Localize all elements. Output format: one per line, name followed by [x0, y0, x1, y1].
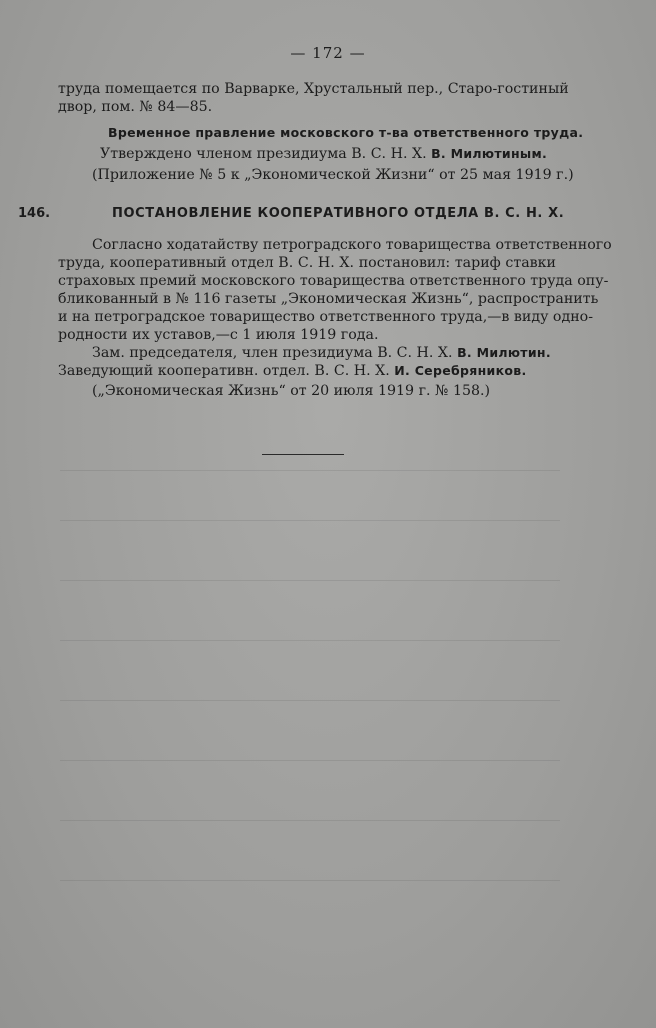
body-line-1: Согласно ходатайству петроградского товарищества ответственного: [92, 237, 612, 253]
top-paragraph-line-1: труда помещается по Варварке, Хрустальный пер., Старо-гостиный: [58, 81, 569, 97]
body-line-4: бликованный в № 116 газеты „Экономическая Жизнь“, распространить: [58, 291, 599, 307]
bleed-through-texture: [60, 700, 560, 701]
bleed-through-texture: [60, 640, 560, 641]
signature-head-of-department: [58, 362, 527, 380]
source-citation-1: (Приложение № 5 к „Экономической Жизни“ от 25 мая 1919 г.): [92, 167, 574, 183]
signature-head-name: И. Серебряников.: [394, 363, 527, 378]
bleed-through-texture: [60, 820, 560, 821]
section-title: ПОСТАНОВЛЕНИЕ КООПЕРАТИВНОГО ОТДЕЛА В. С. Н. Х.: [112, 206, 565, 221]
source-citation-2: („Экономическая Жизнь“ от 20 июля 1919 г. № 158.): [92, 383, 491, 399]
approval-name: В. Милютиным.: [431, 146, 548, 161]
bleed-through-texture: [60, 880, 560, 881]
board-signature: Временное правление московского т-ва ответственного труда.: [108, 125, 584, 140]
page-number: — 172 —: [290, 44, 366, 62]
approval-prefix: Утверждено членом президиума В. С. Н. Х.: [100, 146, 427, 162]
bleed-through-texture: [60, 580, 560, 581]
signature-deputy-name: В. Милютин.: [457, 345, 551, 360]
signature-head-prefix: Заведующий кооперативн. отдел. В. С. Н. Х.: [58, 363, 390, 379]
section-number: 146.: [18, 206, 51, 221]
body-line-2: труда, кооперативный отдел В. С. Н. Х. постановил: тариф ставки: [58, 255, 556, 271]
body-line-3: страховых премий московского товарищества ответственного труда опу-: [58, 273, 609, 289]
approval-line: [100, 145, 547, 163]
body-line-6: родности их уставов,—с 1 июля 1919 года.: [58, 327, 379, 343]
bleed-through-texture: [60, 760, 560, 761]
top-paragraph-line-2: двор, пом. № 84—85.: [58, 99, 213, 115]
signature-deputy-chair: [92, 344, 551, 362]
bleed-through-texture: [60, 520, 560, 521]
body-line-5: и на петроградское товарищество ответственного труда,—в виду одно-: [58, 309, 593, 325]
bleed-through-texture: [60, 470, 560, 471]
signature-deputy-prefix: Зам. председателя, член президиума В. С. Н. Х.: [92, 345, 453, 361]
section-end-rule: [262, 454, 344, 455]
